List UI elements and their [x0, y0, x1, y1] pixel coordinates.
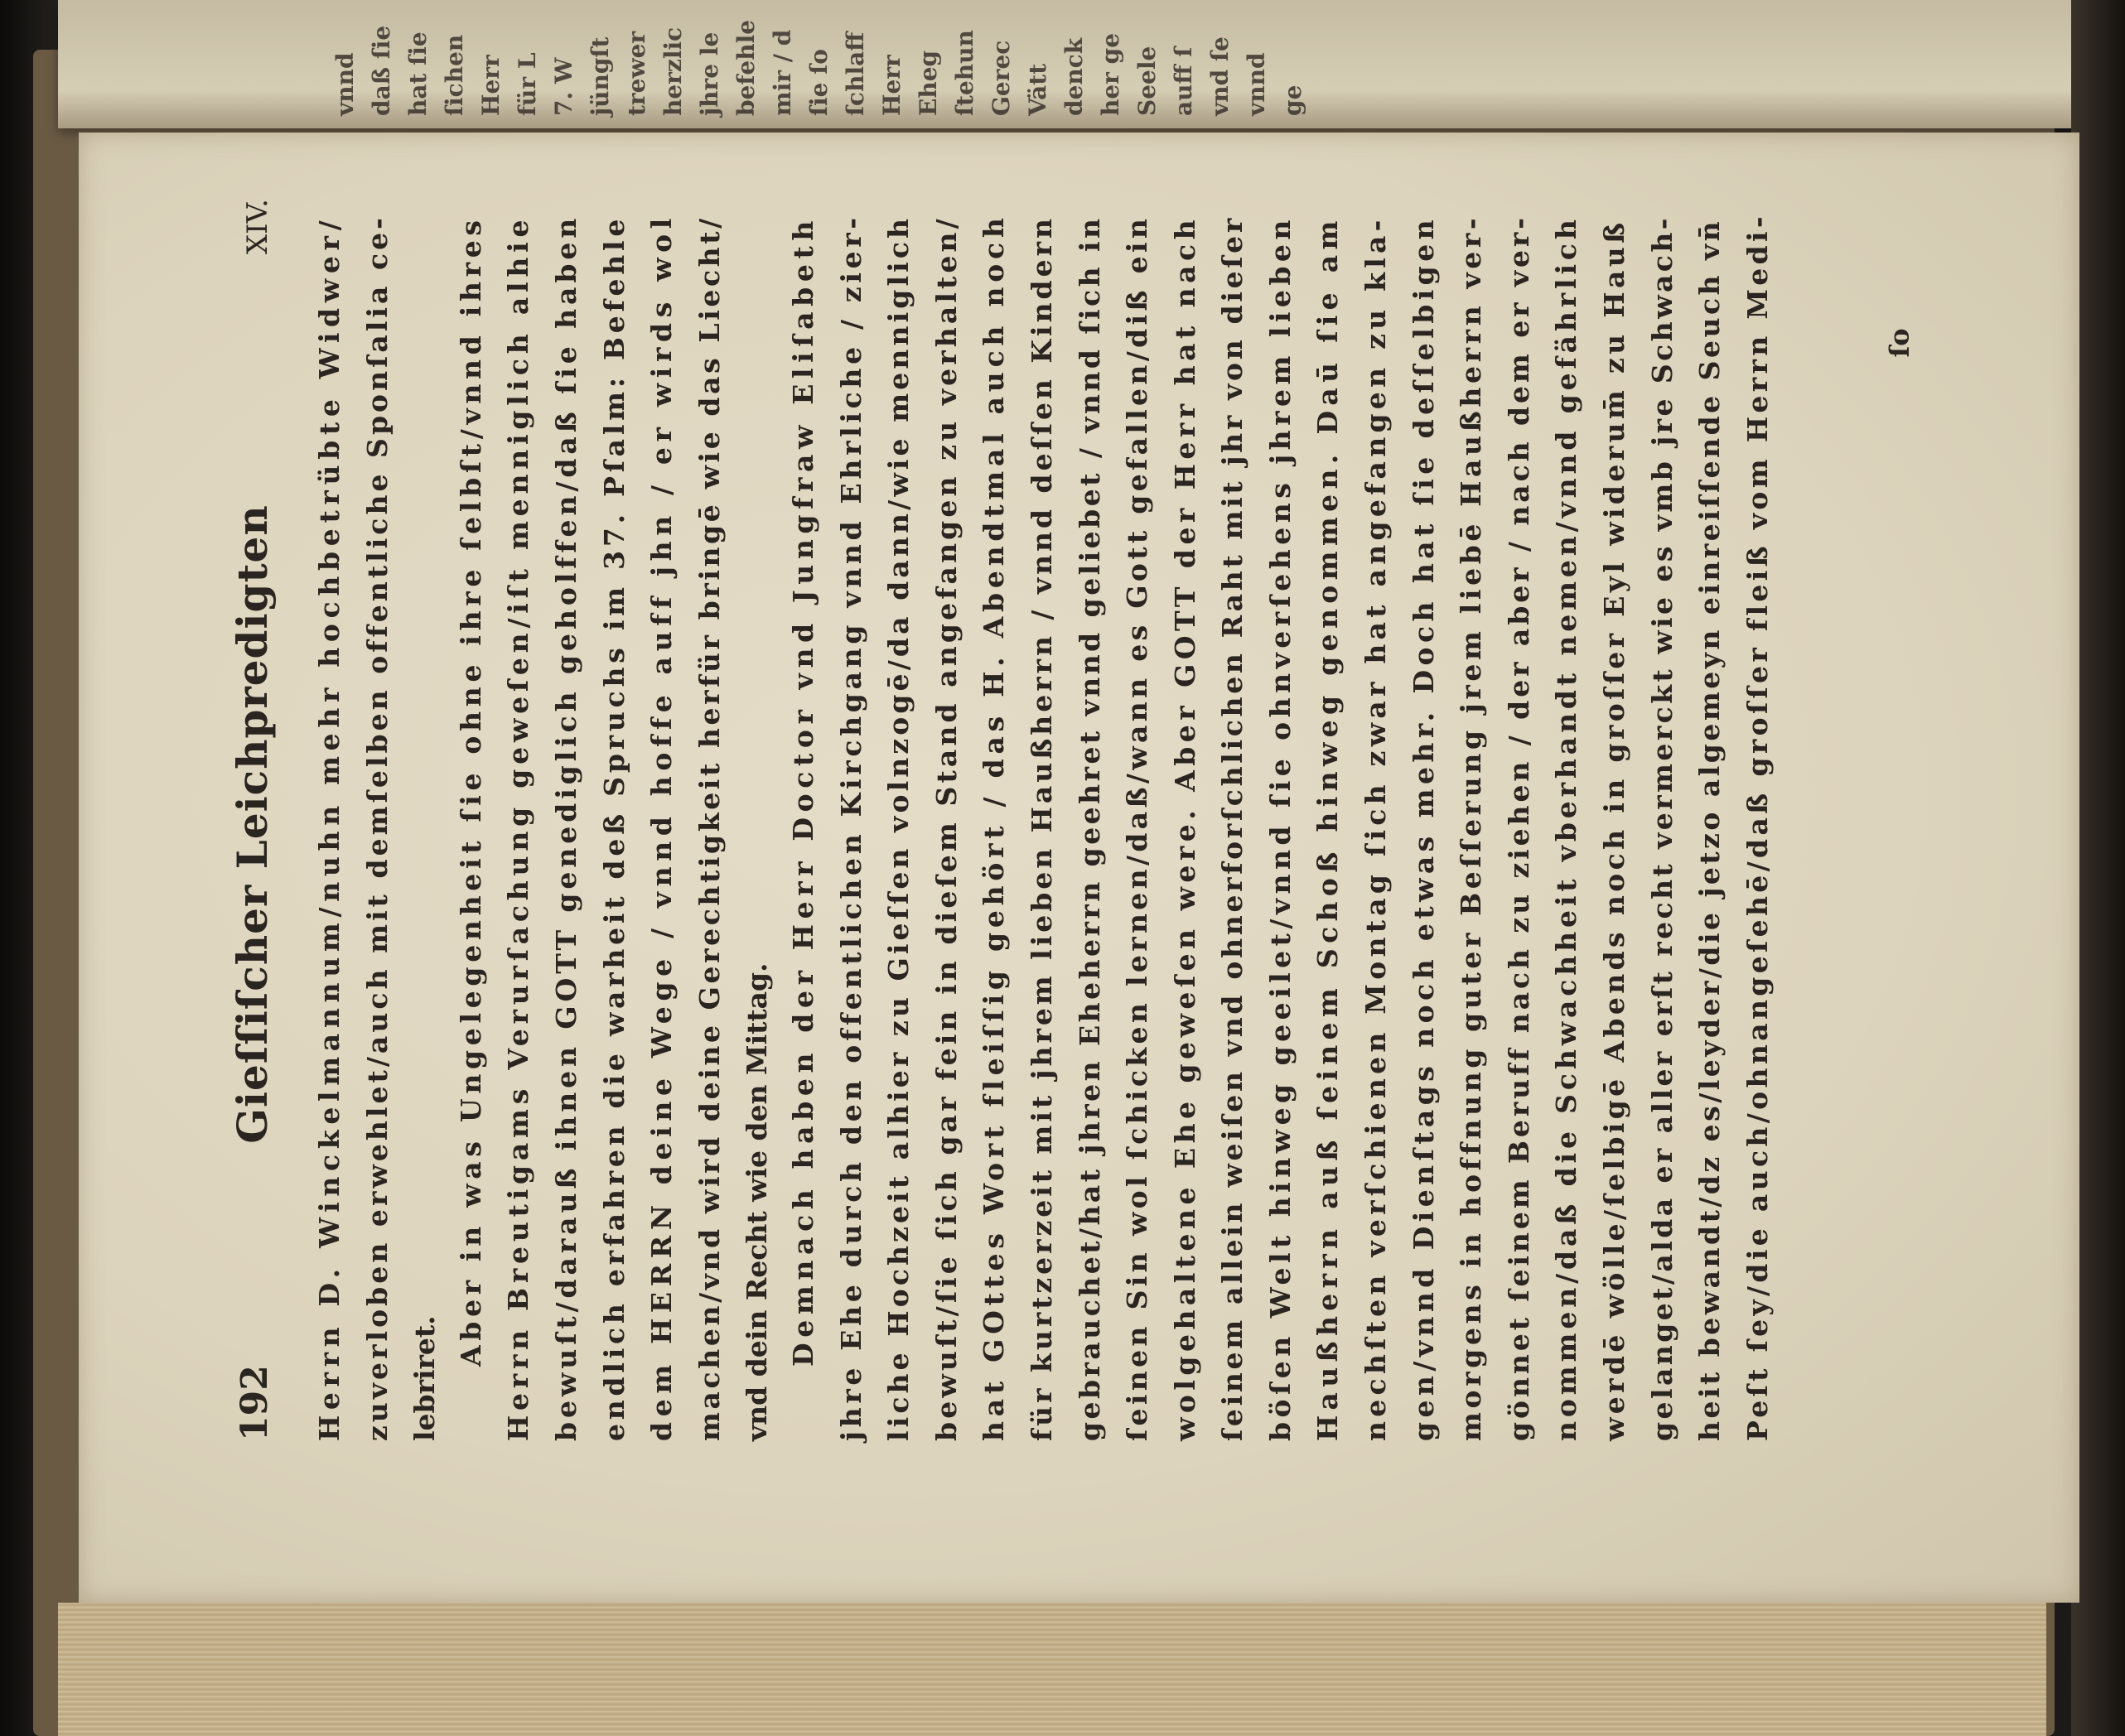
text-line: gelanget/alda er aller erſt recht vermerckt wie es vmb jre Schwach- [1645, 215, 1678, 1441]
text-line: lebriret. [408, 1315, 442, 1441]
text-line: liche Hochzeit alhier zu Gieſſen volnzogē/da dann/wie menniglich [882, 215, 915, 1441]
facing-page-fragment: hat ſie [404, 31, 432, 116]
facing-page-text [331, 0, 1326, 124]
book-page [79, 133, 2079, 1603]
text-line: jhre Ehe durch den offentlichen Kirchgang vnnd Ehrliche / zier- [834, 214, 867, 1441]
text-line: heit bewandt/dz es/leyder/die jetzo algemeyn einreiſſende Seuch vn̄ [1693, 218, 1727, 1441]
text-line: Haußherrn auß ſeinem Schoß hinweg genommen. Daū ſie am [1311, 215, 1345, 1441]
facing-page-fragment: für L [514, 52, 541, 116]
text-line: für kurtzerzeit mit jhrem lieben Haußherrn / vnnd deſſen Kindern [1025, 215, 1058, 1441]
facing-page-fragment: ſichen [441, 34, 468, 116]
facing-page-fragment: her ge [1097, 32, 1124, 116]
facing-page-fragment: ſchlaff [842, 31, 869, 116]
running-head: Gieſſiſcher Leichpredigten [228, 504, 277, 1144]
text-line: wolgehaltene Ehe geweſen were. Aber GOTT der Herr hat nach [1168, 215, 1201, 1441]
text-line: hat GOttes Wort fleiſſig gehört / das H. Abendtmal auch noch [978, 213, 1011, 1441]
text-line: zuverloben erwehlet/auch mit demſelben offentliche Sponſalia ce- [360, 215, 394, 1441]
paragraph [307, 199, 448, 1441]
text-line: Demnach haben der Herr Doctor vnd Jungfraw Eliſabeth [786, 215, 819, 1367]
page-block-edge [58, 1603, 2046, 1736]
page-text-block [228, 199, 1774, 1441]
text-line: gönnet ſeinem Beruff nach zu ziehen / der aber / nach dem er ver- [1502, 215, 1535, 1441]
text-line: böſen Welt hinweg geeilet/vnnd ſie ohnverſehens jhrem lieben [1263, 215, 1297, 1441]
text-line: Herrn D. Winckelmannum/nuhn mehr hochbetrübte Widwer/ [313, 215, 345, 1441]
text-line: gebrauchet/hat jhren Eheherrn geehret vnnd geliebet / vnnd ſich in [1073, 215, 1106, 1441]
text-line: machen/vnd wird deine Gerechtigkeit herfür bringē wie das Liecht/ [693, 215, 726, 1441]
catchword: ſo [1883, 328, 1915, 358]
facing-page-fragment: 7. W [550, 57, 577, 116]
body-text [307, 199, 1780, 1441]
facing-page-fragment: Vätt [1024, 63, 1051, 116]
facing-page-fragment: ge [1279, 84, 1306, 116]
facing-page-fragment: auff ſ [1170, 46, 1197, 116]
facing-page-fragment: vnnd [331, 52, 359, 116]
facing-page-fragment: Herr [477, 55, 505, 116]
text-line: dem HERRN deine Wege / vnnd hoffe auff jhn / er wirds wol [645, 213, 679, 1441]
facing-page-fragment: Seele [1133, 46, 1161, 116]
facing-page-fragment: trewer [623, 31, 650, 116]
facing-page-fragment: befehle [732, 19, 760, 116]
facing-page-fragment: jhre le [696, 31, 723, 116]
text-line: endlich erfahren die warheit deß Spruchs im 37. Pſalm: Befehle [597, 215, 630, 1441]
text-line: morgens in hoffnung guter Beſſerung jrem liebē Haußherrn ver- [1455, 214, 1488, 1441]
facing-page-fragment: denck [1060, 37, 1088, 116]
facing-page-fragment: vnnd [1243, 52, 1270, 116]
page-header [228, 199, 307, 1441]
paragraph [780, 199, 1780, 1441]
facing-page-fragment: daß ſie [368, 25, 395, 116]
text-line: Herrn Breutigams Verurſachung geweſen/iſt menniglich alhie [502, 215, 535, 1441]
facing-page-fragment: vnd ſe [1206, 36, 1234, 116]
text-line: werdē wölle/ſelbigē Abends noch in groſſer Eyl widerum̄ zu Hauß [1598, 219, 1631, 1441]
signature-mark: XIV. [241, 199, 274, 255]
facing-page-fragment: mir / d [769, 29, 796, 116]
facing-page-fragment: ſie ſo [805, 49, 833, 116]
text-line: Aber in was Ungelegenheit ſie ohne ihre ſelbſt/vnnd ihres [454, 215, 487, 1367]
paragraph [448, 199, 780, 1441]
facing-page-fragment: ſtehun [951, 30, 978, 116]
facing-page-fragment: Eheg [915, 50, 942, 116]
facing-page [58, 0, 2088, 128]
text-line: bewuſt/darauß ihnen GOTT genediglich geholffen/daß ſie haben [549, 214, 582, 1441]
text-line: gen/vnnd Dienſtags noch etwas mehr. Doch hat ſie deſſelbigen [1407, 215, 1440, 1441]
page-number: 192 [234, 1365, 276, 1441]
facing-page-fragment: Gerec [988, 40, 1015, 116]
text-line: ſeinen Sin wol ſchicken lernen/daß/wann es Gott gefallen/diß ein [1121, 215, 1154, 1441]
text-line: bewuſt/ſie ſich gar fein in dieſem Stand angefangen zu verhalten/ [930, 215, 963, 1441]
text-line: nommen/daß die Schwachheit vberhandt nemen/vnnd gefährlich [1550, 215, 1583, 1441]
text-line: nechſten verſchienen Montag ſich zwar hat angefangen zu kla- [1360, 215, 1393, 1441]
facing-page-fragment: jüngſt [587, 36, 614, 116]
facing-page-fragment: Herr [878, 55, 906, 116]
text-line: Peſt ſey/die auch/ohnangeſehē/daß groſſer fleiß vom Herrn Medi- [1741, 213, 1774, 1441]
facing-page-fragment: herzlic [659, 27, 687, 116]
text-line: vnd dein Recht wie den Mittag. [741, 962, 774, 1441]
text-line: ſeinem allein weiſen vnd ohnerforſchlichen Raht mit jhr von dieſer [1216, 215, 1249, 1441]
